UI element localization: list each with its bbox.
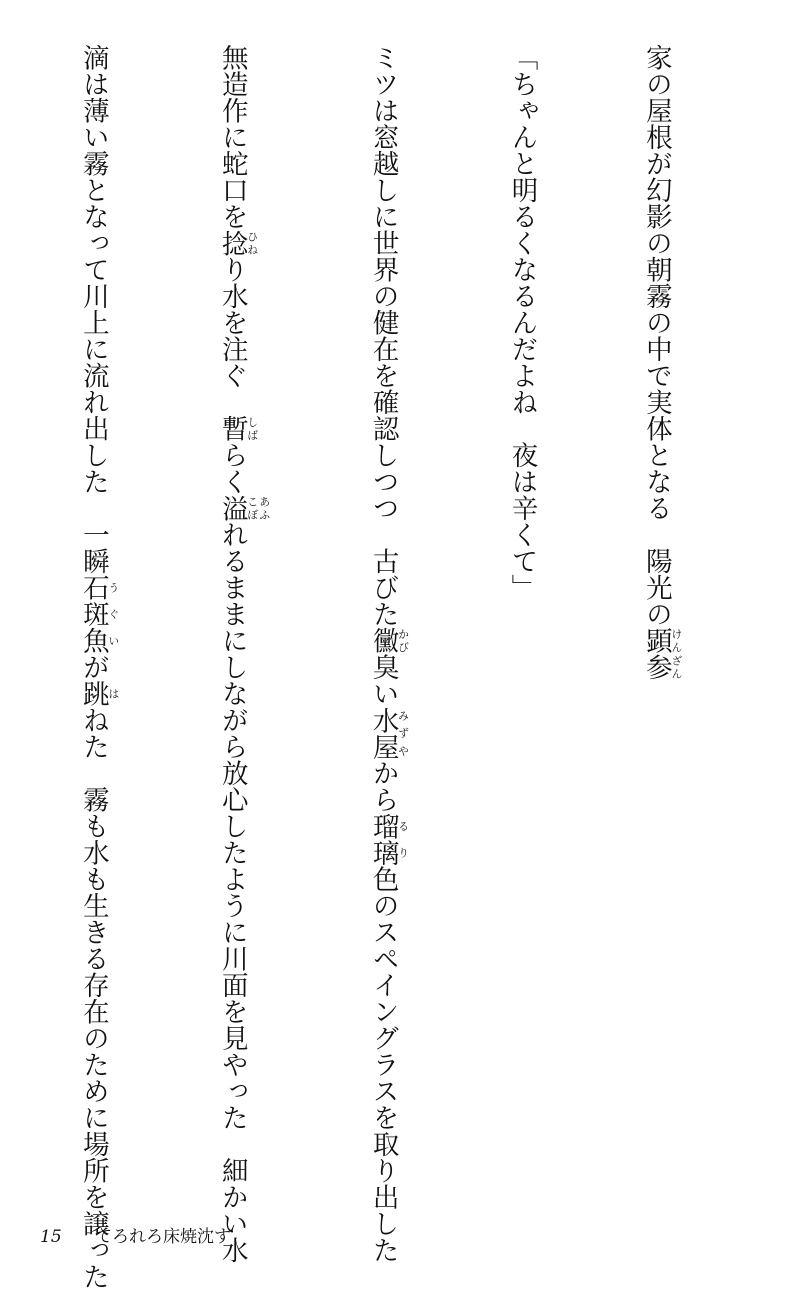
page-footer <box>40 1222 231 1248</box>
furigana: 瑠璃るり <box>367 812 410 866</box>
furigana: 跳は <box>77 680 120 707</box>
furigana: 石斑魚うぐい <box>77 574 120 654</box>
text-line: 無造作に蛇口を捻ひねり水を注ぐ 暫しばらく溢こぼ あふれるままにしながら放心したように川面を見やった 細かい水 <box>216 44 271 1263</box>
book-title: てろれろ床焼沈す <box>95 1227 232 1247</box>
furigana: 黴かび <box>367 627 410 654</box>
text-line: ミツは窓越しに世界の健在を確認しつつ 古びた黴かび臭い水屋みずやから瑠璃るり色のスペイングラスを取り出した <box>367 44 410 1263</box>
furigana: 溢こぼ あふ <box>216 494 271 521</box>
text-line: 滴は薄い霧となって川上に流れ出した 一瞬石斑魚うぐいが跳はねた 霧も水も生きる存在のために場所を譲った <box>77 44 120 1290</box>
furigana: 捻ひね <box>216 229 259 256</box>
text-line: 「ちゃんと明るくなるんだよね 夜は辛くて」 <box>506 44 538 601</box>
furigana: 顕参けんざん <box>640 627 683 680</box>
furigana: 水屋みずや <box>367 706 410 760</box>
text-line: 家の屋根が幻影の朝霧の中で実体となる 陽光の顕参けんざん <box>640 44 683 680</box>
page-number: 15 <box>40 1227 62 1247</box>
furigana: 溢こぼ <box>216 494 259 521</box>
furigana: 暫しば <box>216 415 259 442</box>
